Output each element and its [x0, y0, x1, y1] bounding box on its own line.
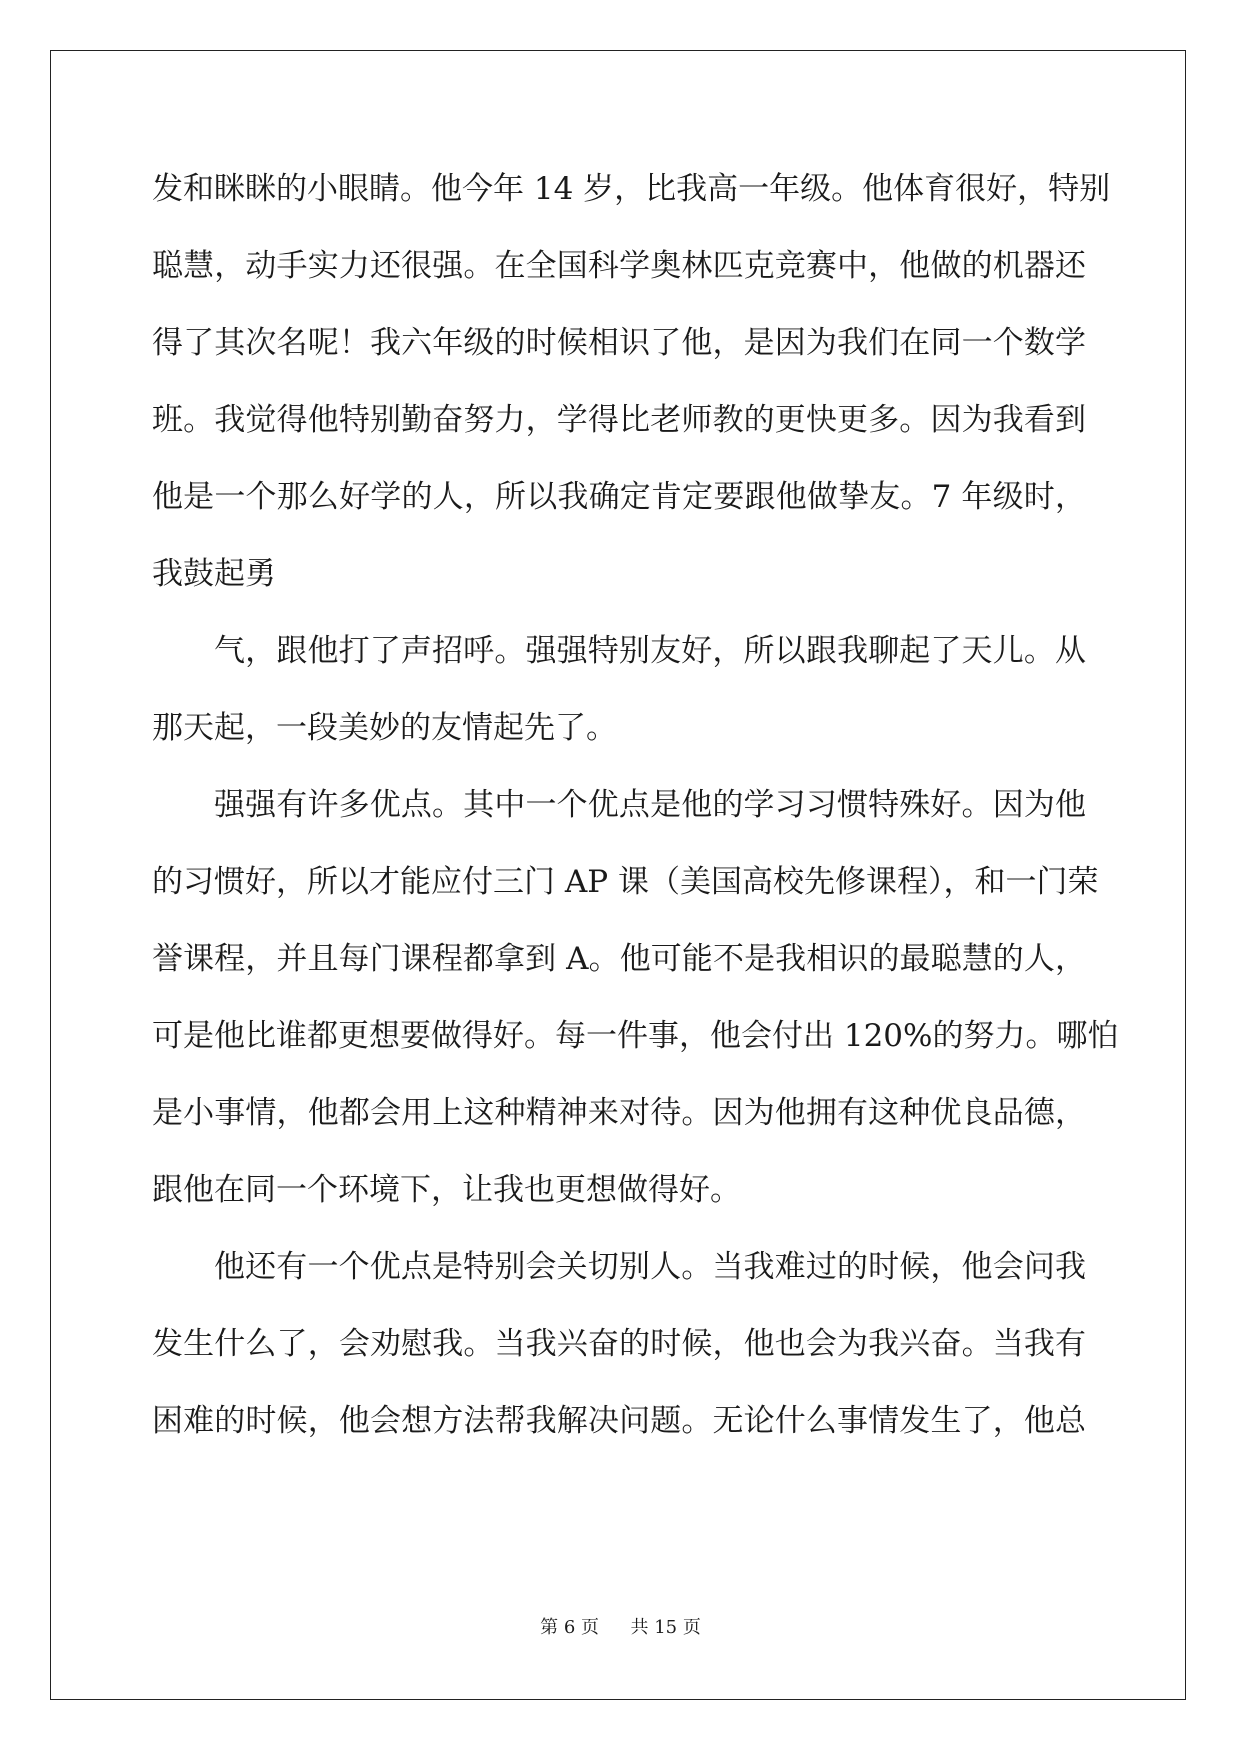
text-line: 的习惯好，所以才能应付三门 AP 课（美国高校先修课程），和一门荣 — [152, 864, 1099, 900]
text-line: 他是一个那么好学的人，所以我确定肯定要跟他做挚友。7 年级时， — [152, 479, 1086, 515]
text-line: 誉课程，并且每门课程都拿到 A。他可能不是我相识的最聪慧的人， — [152, 941, 1086, 977]
text-line: 班。我觉得他特别勤奋努力，学得比老师教的更快更多。因为我看到 — [152, 402, 1086, 438]
text-line: 得了其次名呢！我六年级的时候相识了他，是因为我们在同一个数学 — [152, 325, 1086, 361]
total-pages: 共 15 页 — [630, 1617, 701, 1638]
text-line: 那天起，一段美妙的友情起先了。 — [152, 710, 617, 746]
text-line: 发和眯眯的小眼睛。他今年 14 岁，比我高一年级。他体育很好，特别 — [152, 171, 1111, 207]
text-line: 可是他比谁都更想要做得好。每一件事，他会付出 120%的努力。哪怕 — [152, 1018, 1119, 1054]
paragraph-first-line: 他还有一个优点是特别会关切别人。当我难过的时候，他会问我 — [214, 1249, 1086, 1285]
text-line: 发生什么了，会劝慰我。当我兴奋的时候，他也会为我兴奋。当我有 — [152, 1326, 1086, 1362]
page-number: 第 6 页 — [540, 1617, 600, 1638]
document-body — [152, 162, 1119, 1471]
paragraph-first-line: 强强有许多优点。其中一个优点是他的学习习惯特殊好。因为他 — [214, 787, 1086, 823]
page-footer — [0, 1616, 1241, 1640]
text-line: 跟他在同一个环境下，让我也更想做得好。 — [152, 1172, 741, 1208]
text-line: 困难的时候，他会想方法帮我解决问题。无论什么事情发生了，他总 — [152, 1403, 1086, 1439]
text-line: 聪慧，动手实力还很强。在全国科学奥林匹克竞赛中，他做的机器还 — [152, 248, 1086, 284]
text-line: 我鼓起勇 — [152, 556, 276, 592]
paragraph-first-line: 气，跟他打了声招呼。强强特别友好，所以跟我聊起了天儿。从 — [214, 633, 1086, 669]
text-line: 是小事情，他都会用上这种精神来对待。因为他拥有这种优良品德， — [152, 1095, 1086, 1131]
